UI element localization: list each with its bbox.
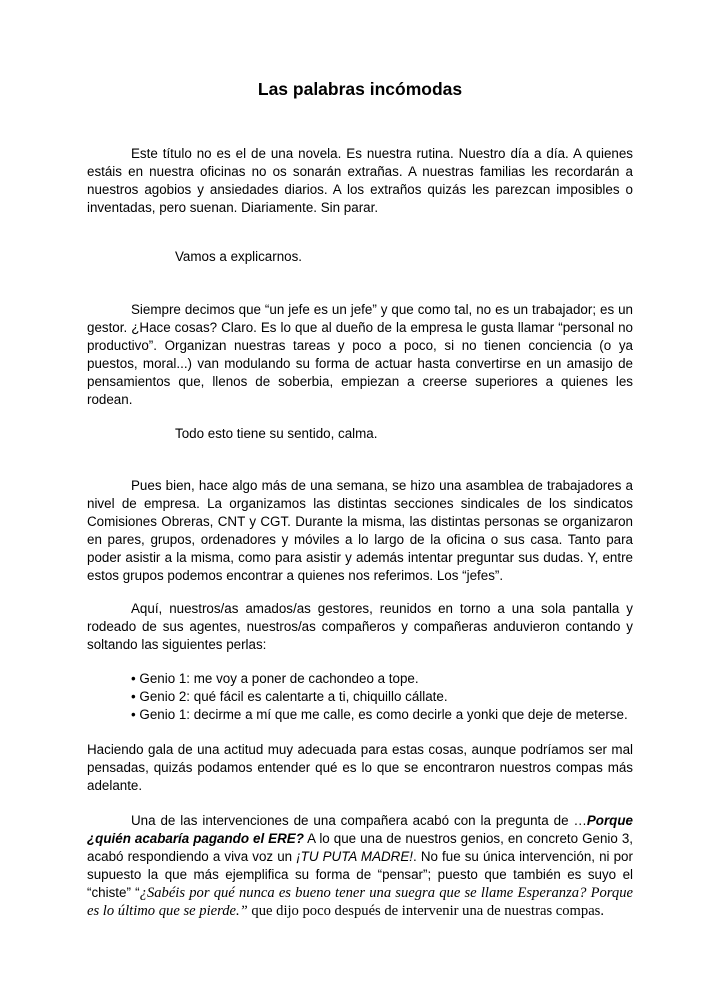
joke-quote: ¿Sabéis por qué nunca es bueno tener una suegra que se llame Esperanza? Porque es lo último que se pierde.” [87, 885, 633, 919]
paragraph-intervenciones [87, 812, 633, 920]
paragraph-text: Una de las intervenciones de una compañera acabó con la pregunta de … [131, 813, 587, 828]
paragraph-actitud: Haciendo gala de una actitud muy adecuada para estas cosas, aunque podríamos ser mal pensadas, quizás podamos entender qué es lo que se encontraron nuestros compas más adelante. [87, 742, 633, 793]
quote-bullet-list [131, 670, 641, 724]
list-item: • Genio 1: me voy a poner de cachondeo a tope. [131, 671, 419, 686]
paragraph-text: A lo que una de nuestros genios, en concreto Genio 3, acabó respondiendo a viva voz un [87, 831, 633, 864]
paragraph-text: que dijo poco después de intervenir una de nuestras compas. [247, 903, 605, 919]
indented-line-calma: Todo esto tiene su sentido, calma. [175, 426, 378, 441]
paragraph-asamblea: Pues bien, hace algo más de una semana, se hizo una asamblea de trabajadores a nivel de empresa. La organizamos las distintas secciones sindicales de los sindicatos Comisiones Obreras, CNT y CGT. Durante la misma, las distintas personas se organizaron en pares, grupos, ordenadores y móviles a lo largo de la oficina o sus casa. Tanto para poder asistir a la misma, como para asistir y además intentar preguntar sus dudas. Y, entre estos grupos podemos encontrar a quienes nos referimos. Los “jefes”. [87, 478, 633, 583]
indented-line-explain: Vamos a explicarnos. [175, 249, 303, 264]
question-quote: Porque ¿quién acabaría pagando el ERE? [87, 813, 633, 846]
paragraph-jefes: Siempre decimos que “un jefe es un jefe” y que como tal, no es un trabajador; es un gestor. ¿Hace cosas? Claro. Es lo que al dueño de la empresa le gusta llamar “personal no productivo”. Organizan nuestras tareas y poco a poco, si no tienen conciencia (o ya puestos, moral...) van modulando su forma de actuar hasta convertirse en un amasijo de pensamientos que, llenos de soberbia, empiezan a creerse superiores a quienes les rodean. [87, 302, 633, 407]
list-item: • Genio 2: qué fácil es calentarte a ti, chiquillo cállate. [131, 689, 448, 704]
paragraph-intro: Este título no es el de una novela. Es nuestra rutina. Nuestro día a día. A quienes estáis en nuestra oficinas no os sonarán extrañas. A nuestras familias les recordarán a nuestros agobios y ansiedades diarios. A los extraños quizás les parezcan imposibles o inventadas, pero suenan. Diariamente. Sin parar. [87, 146, 633, 215]
paragraph-perlas: Aquí, nuestros/as amados/as gestores, reunidos en torno a una sola pantalla y rodeado de sus agentes, nuestros/as compañeros y compañeras anduvieron contando y soltando las siguientes perlas: [87, 601, 633, 652]
list-item: • Genio 1: decirme a mí que me calle, es como decirle a yonki que deje de meterse. [131, 707, 628, 722]
document-title: Las palabras incómodas [257, 79, 463, 99]
paragraph-text: . No fue su única intervención, ni por supuesto la que más ejemplifica su forma de “pensar”; puesto que también es suyo el “chiste” “ [87, 849, 633, 900]
shout-quote: ¡TU PUTA MADRE! [296, 849, 413, 864]
